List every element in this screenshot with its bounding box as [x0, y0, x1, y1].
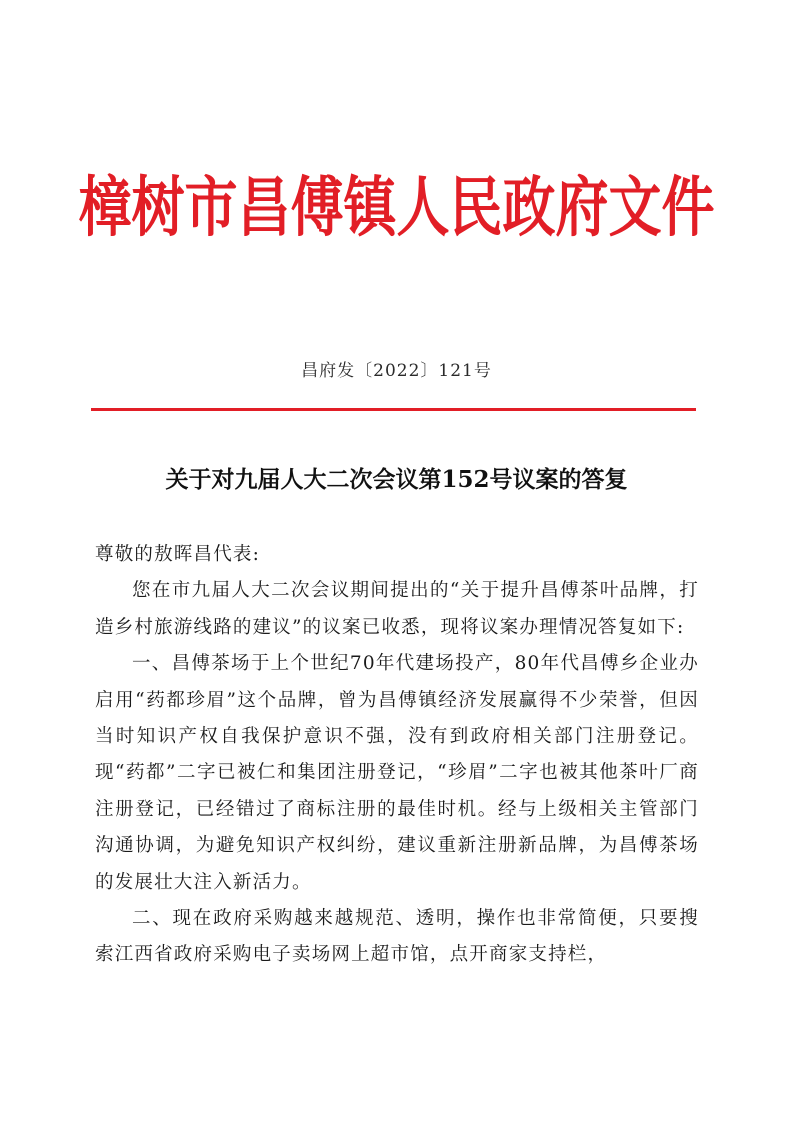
paragraph-point-two: 二、现在政府采购越来越规范、透明，操作也非常简便，只要搜索江西省政府采购电子卖场网上超市馆，点开商家支持栏，: [95, 908, 699, 966]
paragraph-point-one: 一、昌傅茶场于上个世纪70年代建场投产，80年代昌傅乡企业办启用“药都珍眉”这个品牌，曾为昌傅镇经济发展赢得不少荣誉，但因当时知识产权自我保护意识不强，没有到政府相关部门注册登记。现“药都”二字已被仁和集团注册登记，“珍眉”二字也被其他茶叶厂商注册登记，已经错过了商标注册的最佳时机。经与上级相关主管部门沟通协调，为避免知识产权纠纷，建议重新注册新品牌，为昌傅茶场的发展壮大注入新活力。: [95, 653, 699, 893]
document-body: [95, 537, 699, 974]
document-header-title: 樟树市昌傅镇人民政府文件: [78, 169, 715, 246]
document-title: 关于对九届人大二次会议第152号议案的答复: [165, 466, 628, 493]
red-divider-line: [91, 408, 696, 411]
paragraph-intro: 您在市九届人大二次会议期间提出的“关于提升昌傅茶叶品牌，打造乡村旅游线路的建议”的议案已收悉，现将议案办理情况答复如下:: [95, 580, 699, 638]
salutation: 尊敬的敖晖昌代表:: [95, 544, 261, 565]
document-number: 昌府发〔2022〕121号: [301, 361, 492, 381]
